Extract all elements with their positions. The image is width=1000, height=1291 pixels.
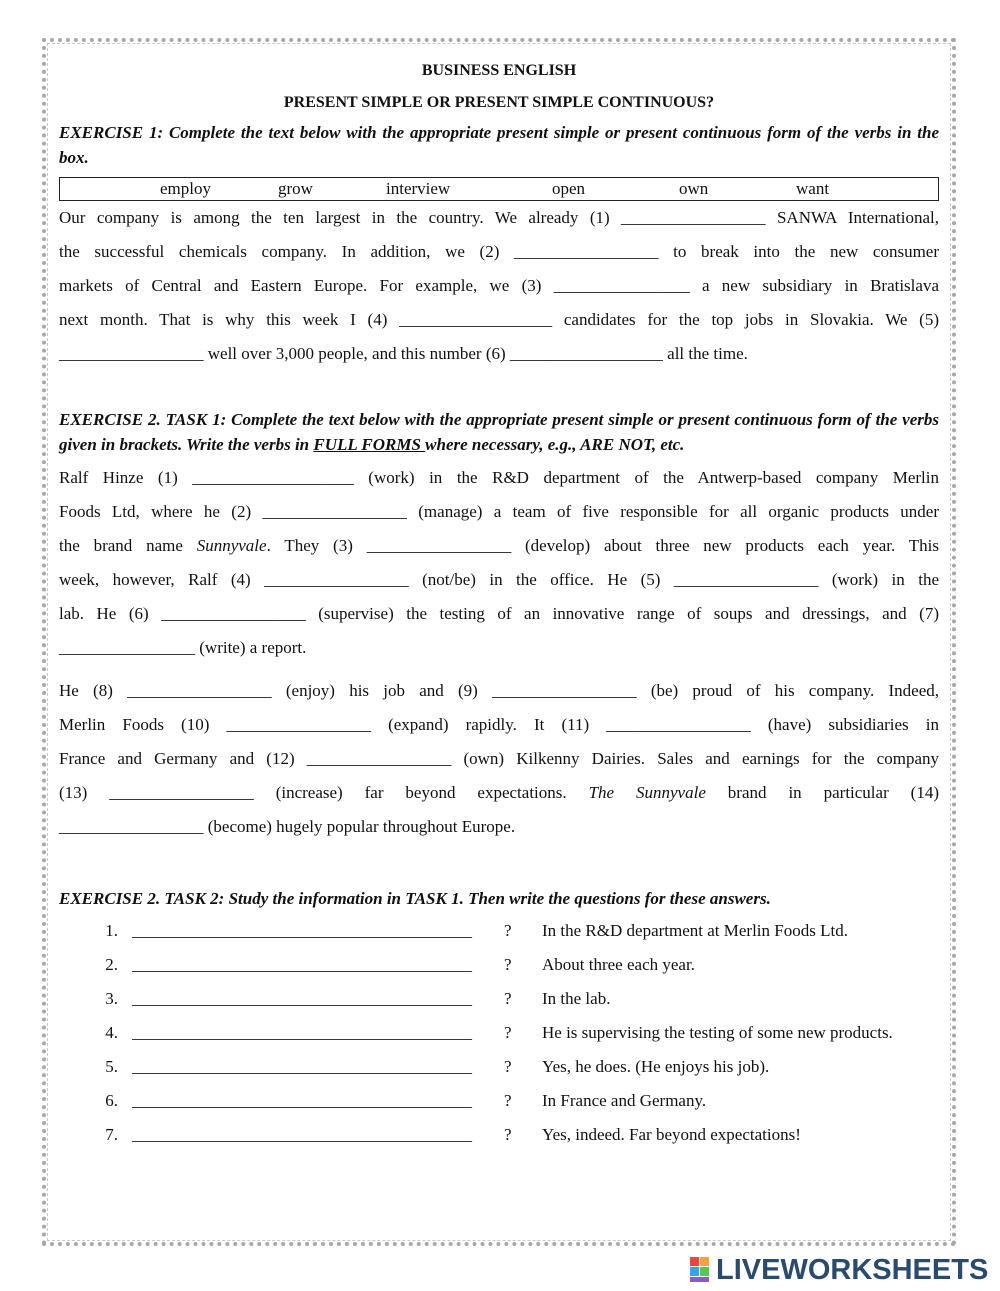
question-mark: ? [504,1057,512,1076]
task1-line: He (8) _________________ (enjoy) his job and (9) _________________ (be) proud of his company. Indeed, [59,681,939,700]
question-answer: In France and Germany. [542,1091,707,1110]
question-number: 7. [105,1125,118,1144]
task1-line: _________________ (become) hugely popular throughout Europe. [59,817,516,836]
question-mark: ? [504,1125,512,1144]
task1-line [59,776,939,810]
question-row [59,1084,939,1118]
verb-box [59,177,939,201]
question-row [59,982,939,1016]
question-answer: Yes, he does. (He enjoys his job). [542,1057,770,1076]
question-number: 5. [105,1057,118,1076]
exercise1-line: next month. That is why this week I (4) __________________ candidates for the top jobs in Slovakia. We (5) [59,310,939,329]
verb-box-item: want [796,179,830,198]
verb-box-item: employ [160,179,211,198]
question-blank[interactable]: ________________________________________ [132,1023,472,1042]
exercise1-line: the successful chemicals company. In addition, we (2) _________________ to break into the new consumer [59,242,939,261]
question-list [59,914,939,1152]
exercise1-line: markets of Central and Eastern Europe. For example, we (3) ________________ a new subsidiary in Bratislava [59,276,939,295]
verb-box-item: grow [278,179,313,198]
worksheet-content [59,58,939,1152]
task1-line: ________________ (write) a report. [59,638,307,657]
brand-name: Sunnyvale [196,536,267,555]
question-mark: ? [504,921,512,940]
text-segment: (13) _________________ (increase) far beyond expectations. [59,783,589,802]
question-answer: Yes, indeed. Far beyond expectations! [542,1125,801,1144]
exercise2-task1-paragraph1 [59,461,939,665]
task1-line: France and Germany and (12) _________________ (own) Kilkenny Dairies. Sales and earnings for the company [59,749,939,768]
question-mark: ? [504,955,512,974]
verb-box-item: interview [386,179,451,198]
question-number: 1. [105,921,118,940]
exercise1-instruction: EXERCISE 1: Complete the text below with the appropriate present simple or present continuous form of the verbs in the box. [59,123,939,167]
question-blank[interactable]: ________________________________________ [132,921,472,940]
question-mark: ? [504,989,512,1008]
question-blank[interactable]: ________________________________________ [132,955,472,974]
question-number: 4. [105,1023,118,1042]
liveworksheets-logo-icon [690,1257,710,1283]
question-blank[interactable]: ________________________________________ [132,1057,472,1076]
exercise2-task2-instruction: EXERCISE 2. TASK 2: Study the information in TASK 1. Then write the questions for these answers. [59,889,771,908]
question-row [59,1118,939,1152]
worksheet-subtitle: PRESENT SIMPLE OR PRESENT SIMPLE CONTINUOUS? [283,94,715,111]
exercise1-line: _________________ well over 3,000 people, and this number (6) __________________ all the time. [59,344,748,363]
question-number: 2. [105,955,118,974]
question-answer: In the lab. [542,989,611,1008]
question-answer: In the R&D department at Merlin Foods Ltd. [542,921,848,940]
task1-line: Merlin Foods (10) _________________ (expand) rapidly. It (11) _________________ (have) subsidiaries in [59,715,939,734]
liveworksheets-logo [690,1254,988,1286]
text-segment: . They (3) _________________ (develop) about three new products each year. This [266,536,940,555]
brand-name: The Sunnyvale [588,783,706,802]
task1-line: week, however, Ralf (4) _________________ (not/be) in the office. He (5) _________________ (work) in the [59,570,939,589]
task1-line [59,529,939,563]
question-mark: ? [504,1091,512,1110]
verb-box-item: open [552,179,586,198]
exercise2-task1-instruction [59,407,939,457]
exercise1-text [59,201,939,371]
question-blank[interactable]: ________________________________________ [132,1125,472,1144]
exercise1-line: Our company is among the ten largest in the country. We already (1) _________________ SANWA International, [59,208,939,227]
question-answer: He is supervising the testing of some new products. [542,1023,893,1042]
question-number: 6. [105,1091,118,1110]
question-blank[interactable]: ________________________________________ [132,989,472,1008]
task1-line: Foods Ltd, where he (2) _________________ (manage) a team of five responsible for all organic products under [59,502,939,521]
worksheet-title: BUSINESS ENGLISH [421,62,577,79]
question-row [59,1016,939,1050]
question-mark: ? [504,1023,512,1042]
logo-text: LIVEWORKSHEETS [716,1253,989,1286]
exercise2-task1-paragraph2 [59,674,939,844]
question-answer: About three each year. [542,955,695,974]
instruction-text: EXERCISE 2. TASK 1: Complete the text below with the appropriate present simple or present continuous form of the verbs given in brackets. Write the verbs in [59,410,939,454]
question-blank[interactable]: ________________________________________ [132,1091,472,1110]
full-forms-emphasis: FULL FORMS [313,435,426,454]
text-segment: the brand name [59,536,197,555]
instruction-text: where necessary, e.g., ARE NOT, etc. [425,435,685,454]
verb-box-item: own [679,179,709,198]
task1-line: lab. He (6) _________________ (supervise) the testing of an innovative range of soups and dressings, and (7) [59,604,939,623]
question-number: 3. [105,989,118,1008]
question-row [59,948,939,982]
task1-line: Ralf Hinze (1) ___________________ (work) in the R&D department of the Antwerp-based company Merlin [59,468,939,487]
question-row [59,1050,939,1084]
question-row [59,914,939,948]
text-segment: brand in particular (14) [705,783,939,802]
